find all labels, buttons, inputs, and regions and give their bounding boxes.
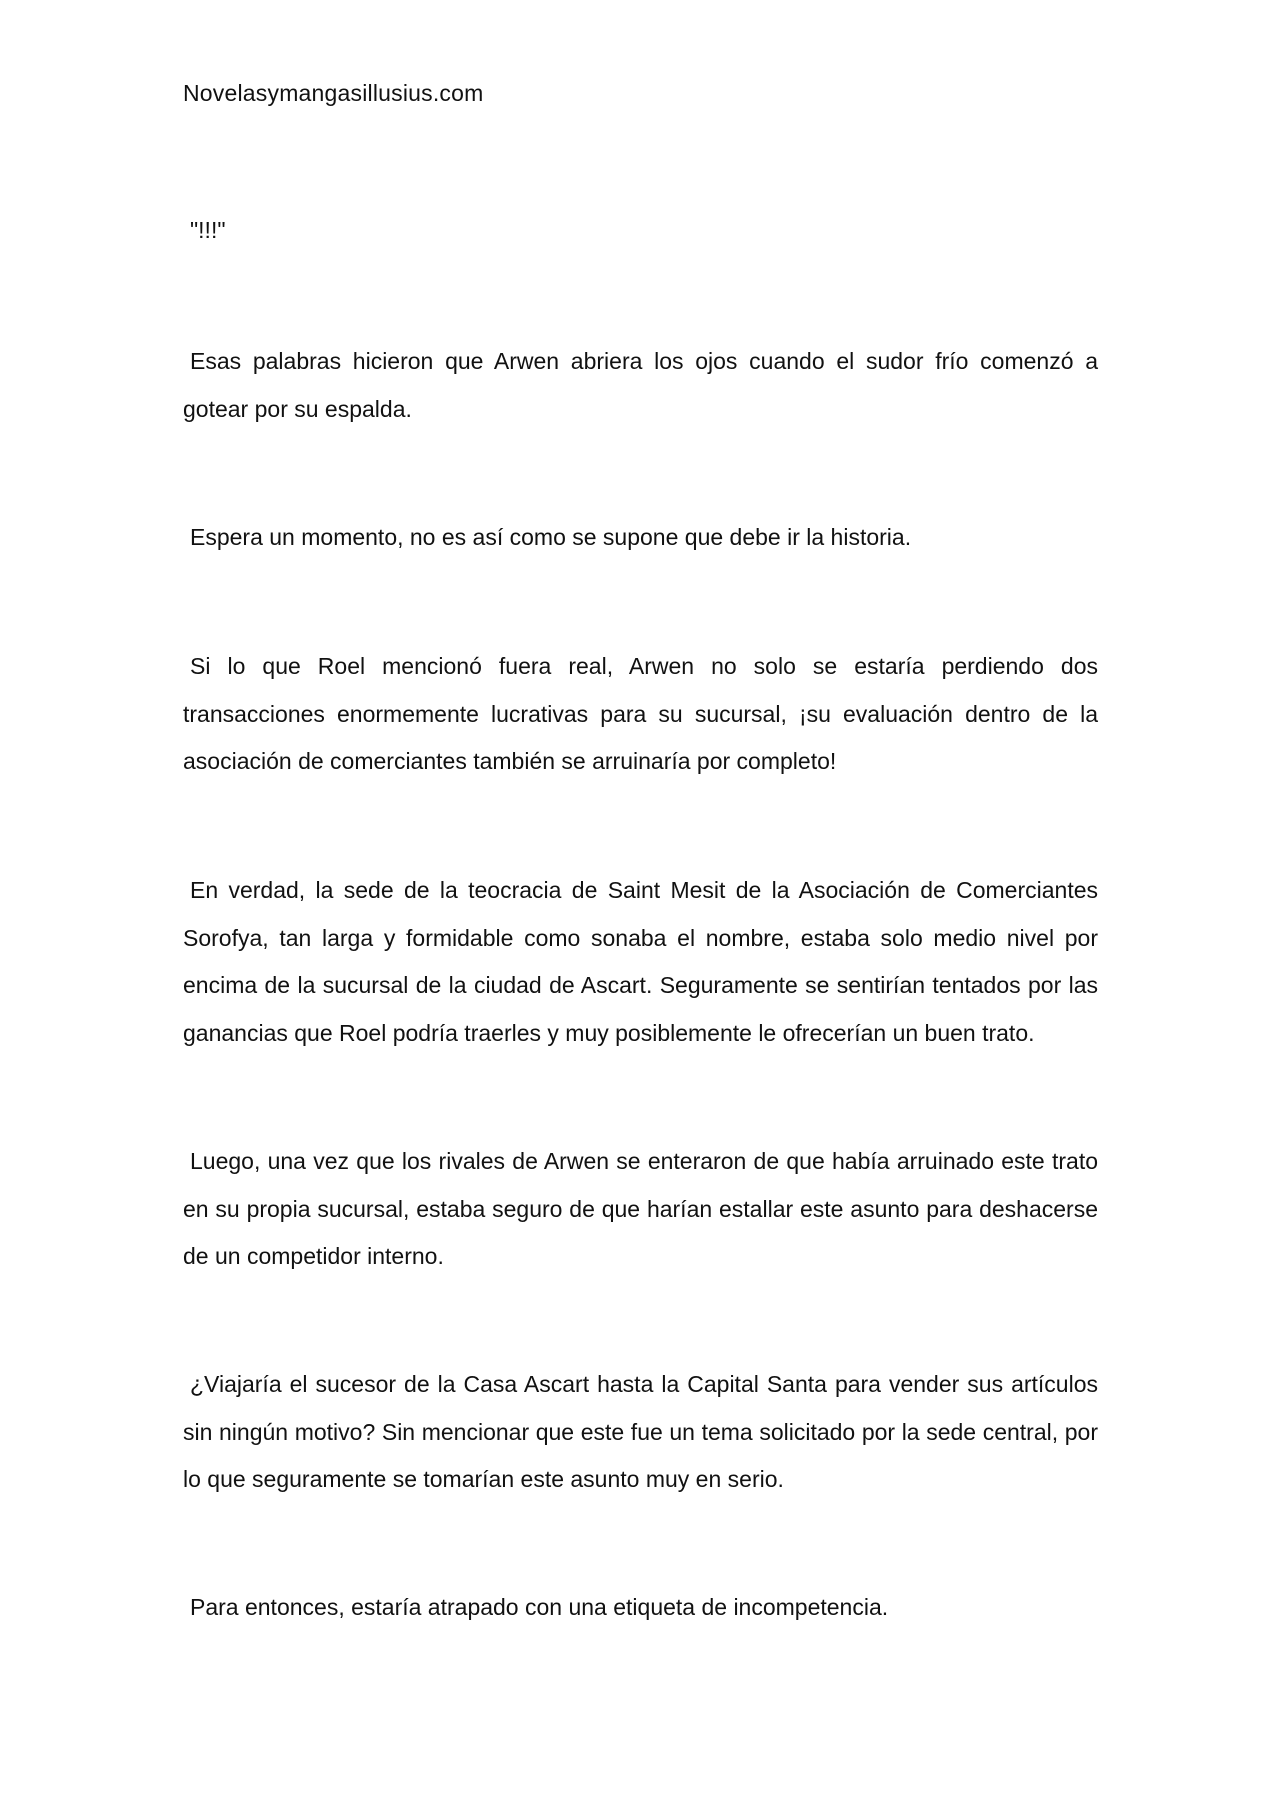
- paragraph-8: Para entonces, estaría atrapado con una etiqueta de incompetencia.: [190, 1594, 889, 1620]
- paragraph-5: En verdad, la sede de la teocracia de Saint Mesit de la Asociación de Comerciantes Sorofya, tan larga y formidable como sonaba el nombre, estaba solo medio nivel por encima de la sucursal de la ciudad de Ascart. Seguramente se sentirían tentados por las ganancias que Roel podría traerles y muy posiblemente le ofrecerían un buen trato.: [183, 877, 1098, 1046]
- paragraph-1: "!!!": [190, 217, 226, 243]
- paragraph-2: Esas palabras hicieron que Arwen abriera los ojos cuando el sudor frío comenzó a gotear por su espalda.: [183, 348, 1098, 422]
- paragraph-7: ¿Viajaría el sucesor de la Casa Ascart hasta la Capital Santa para vender sus artículos sin ningún motivo? Sin mencionar que este fue un tema solicitado por la sede central, por lo que seguramente se tomarían este asunto muy en serio.: [183, 1371, 1098, 1492]
- paragraph-3: Espera un momento, no es así como se supone que debe ir la historia.: [190, 524, 912, 550]
- site-header: Novelasymangasillusius.com: [183, 80, 484, 106]
- paragraph-4: Si lo que Roel mencionó fuera real, Arwen no solo se estaría perdiendo dos transacciones enormemente lucrativas para su sucursal, ¡su evaluación dentro de la asociación de comerciantes también se arruinaría por completo!: [183, 653, 1098, 774]
- paragraph-6: Luego, una vez que los rivales de Arwen se enteraron de que había arruinado este trato en su propia sucursal, estaba seguro de que harían estallar este asunto para deshacerse de un competidor interno.: [183, 1148, 1098, 1269]
